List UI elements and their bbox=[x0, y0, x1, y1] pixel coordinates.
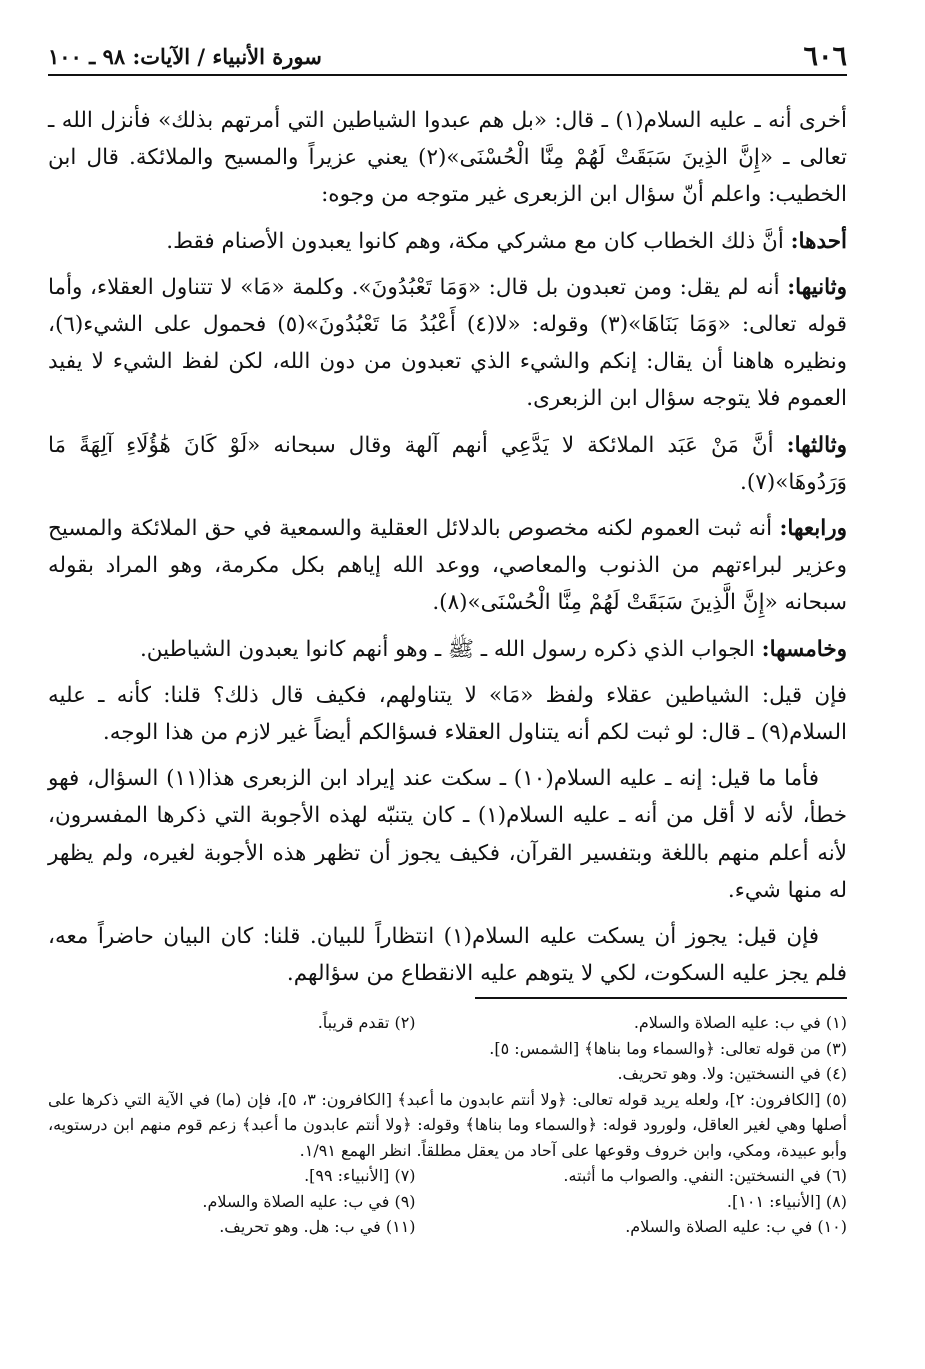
footnote-divider bbox=[475, 997, 847, 999]
footnote-4: (٤) في النسختين: ولا. وهو تحريف. bbox=[617, 1064, 847, 1083]
footnote-1: (١) في ب: عليه الصلاة والسلام. bbox=[633, 1013, 847, 1032]
point-label-4: ورابعها: bbox=[779, 516, 847, 542]
footnote-3: (٣) من قوله تعالى: ﴿والسماء وما بناها﴾ [الشمس: ٥]. bbox=[489, 1038, 847, 1058]
paragraph-9: فإن قيل: يجوز أن يسكت عليه السلام(١) انتظاراً للبيان. قلنا: كان البيان حاضراً معه، فلم يجز عليه السكوت، لكي لا يتوهم عليه الانقطاع من سؤالهم. bbox=[48, 924, 847, 987]
point-text-2: أنه لم يقل: ومن تعبدون بل قال: «وَمَا تَعْبُدُونَ». وكلمة «مَا» لا تتناول العقلاء، وأما قوله تعالى: «وَمَا بَنَاهَا»(٣) وقوله: «لا(٤) أَعْبُدُ مَا تَعْبُدُونَ»(٥) فحمول على الشيء(٦)، ونظيره هاهنا أن يقال: إنكم والشيء الذي تعبدون من دون الله، لكن لفظ الشيء لا يفيد العموم فلا يتوجه سؤال ابن الزبعرى. bbox=[48, 274, 847, 412]
main-text bbox=[48, 102, 847, 992]
paragraph-5 bbox=[48, 510, 847, 622]
paragraph-4 bbox=[48, 427, 847, 501]
point-text-4: أنه ثبت العموم لكنه مخصوص بالدلائل العقلية والسمعية في حق الملائكة والمسيح وعزير لبراءتهم من الذنوب والمعاصي، ووعد الله إياهم بكل مكرمة، وهو المراد بقوله سبحانه «إِنَّ الَّذِينَ سَبَقَتْ لَهُمْ مِنَّا الْحُسْنَى»(٨). bbox=[48, 516, 847, 616]
point-label-2: وثانيها: bbox=[787, 274, 847, 300]
footnote-row bbox=[48, 1010, 847, 1036]
footnote-row bbox=[48, 1163, 847, 1189]
footnote-2: (٢) تقدم قريباً. bbox=[317, 1013, 416, 1032]
footnote-row bbox=[48, 1214, 847, 1240]
footnote-11: (١١) في ب: هل. وهو تحريف. bbox=[219, 1217, 416, 1236]
point-label-3: وثالثها: bbox=[786, 432, 847, 458]
point-text-3: أنَّ مَنْ عَبَد الملائكة لا يَدَّعِي أنهم آلهة وقال سبحانه «لَوْ كَانَ هَٰؤُلَاءِ آلِهَةً مَا وَرَدُوهَا»(٧). bbox=[48, 432, 847, 495]
point-label-1: أحدها: bbox=[790, 228, 847, 254]
footnotes bbox=[48, 1010, 847, 1240]
footnote-8: (٨) [الأنبياء: ١٠١]. bbox=[726, 1191, 847, 1211]
page-number: ٦٠٦ bbox=[803, 41, 847, 72]
paragraph-1: أخرى أنه ـ عليه السلام(١) ـ قال: «بل هم عبدوا الشياطين التي أمرتهم بذلك» فأنزل الله ـ تعالى ـ «إِنَّ الذِينَ سَبَقَتْ لَهُمْ مِنَّا الْحُسْنَى»(٢) يعني عزيراً والمسيح والملائكة. قال ابن الخطيب: واعلم أنّ سؤال ابن الزبعرى غير متوجه من وجوه: bbox=[48, 108, 847, 208]
paragraph-6 bbox=[48, 631, 847, 668]
footnote-7: (٧) [الأنبياء: ٩٩]. bbox=[304, 1166, 416, 1185]
paragraph-2 bbox=[48, 223, 847, 260]
point-label-5: وخامسها: bbox=[761, 636, 847, 662]
paragraph-8: فأما ما قيل: إنه ـ عليه السلام(١٠) ـ سكت عند إيراد ابن الزبعرى هذا(١١) السؤال، فهو خطأ، لأنه لا أقل من أنه ـ عليه السلام(١) ـ كان يتنبّه لهذه الأجوبة التي ذكرها المفسرون، لأنه أعلم منهم باللغة وبتفسير القرآن، فكيف يجوز أن تظهر هذه الأجوبة لغيره، ولم يظهر له منها شيء. bbox=[48, 766, 847, 903]
paragraph-7: فإن قيل: الشياطين عقلاء ولفظ «مَا» لا يتناولهم، فكيف قال ذلك؟ قلنا: كأنه ـ عليه السلام(٩) ـ قال: لو ثبت لكم أنه يتناول العقلاء فسؤالكم أيضاً غير لازم من هذا الوجه. bbox=[48, 682, 847, 746]
running-title: سورة الأنبياء / الآيات: ٩٨ ـ ١٠٠ bbox=[48, 44, 322, 69]
footnote-10: (١٠) في ب: عليه الصلاة والسلام. bbox=[625, 1217, 847, 1236]
point-text-5: الجواب الذي ذكره رسول الله ـ ﷺ ـ وهو أنهم كانوا يعبدون الشياطين. bbox=[139, 636, 762, 662]
footnote-row bbox=[48, 1189, 847, 1215]
point-text-1: أنَّ ذلك الخطاب كان مع مشركي مكة، وهم كانوا يعبدون الأصنام فقط. bbox=[166, 228, 791, 254]
running-header bbox=[48, 34, 847, 76]
footnote-5: (٥) [الكافرون: ٢]، ولعله يريد قوله تعالى: ﴿ولا أنتم عابدون ما أعبد﴾ [الكافرون: ٣، ٥]، فإن (ما) في الآية التي ذكرها على أصلها وهي لغير العاقل، ولورود قوله: ﴿والسماء وما بناها﴾ وقوله: ﴿ولا أنتم عابدون ما أعبد﴾ زعم قوم منهم ابن درستويه، وأبو عبيدة، ومكي، وابن خروف وقوعها على آحاد من يعقل مطلقاً. انظر الهمع ١/٩١. bbox=[48, 1089, 848, 1160]
footnote-6: (٦) في النسختين: النفي. والصواب ما أثبته. bbox=[563, 1166, 847, 1185]
paragraph-3 bbox=[48, 269, 847, 418]
footnote-9: (٩) في ب: عليه الصلاة والسلام. bbox=[202, 1191, 416, 1211]
